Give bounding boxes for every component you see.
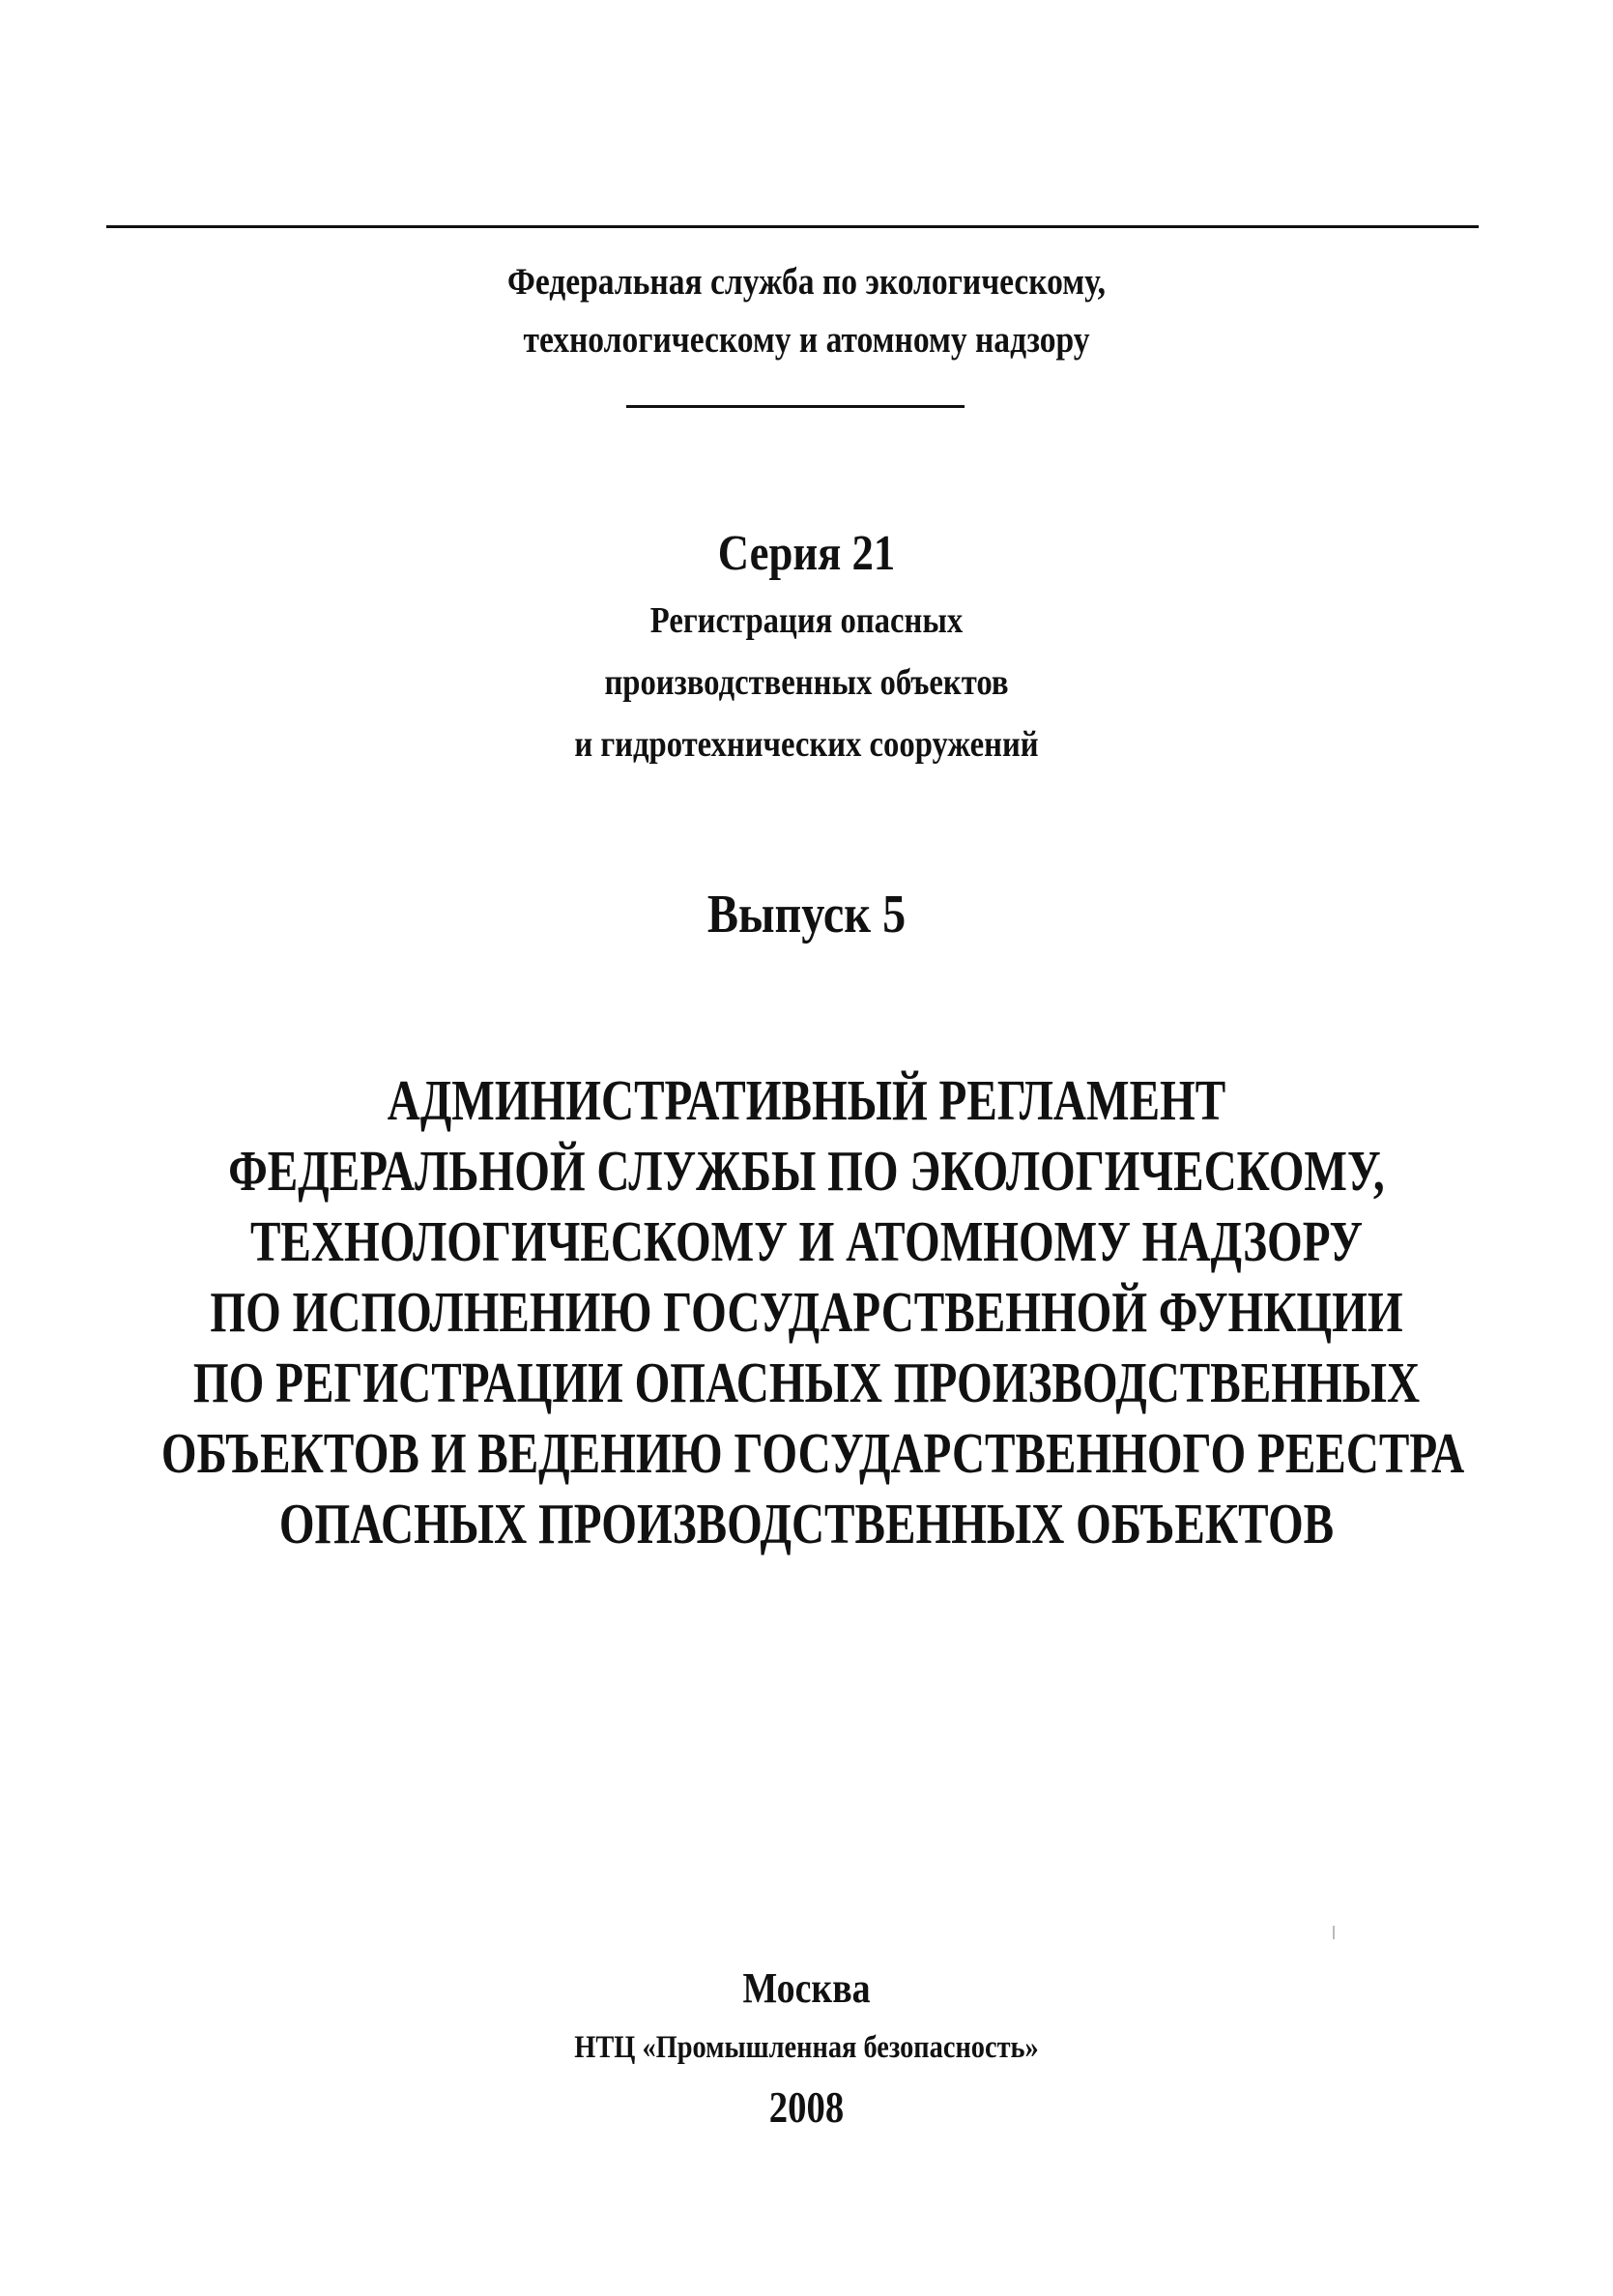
agency-name-line-1: Федеральная служба по экологическому,	[507, 261, 1106, 303]
series-subtitle-line-1: Регистрация опасных	[649, 600, 964, 641]
publication-year: 2008	[768, 2083, 845, 2132]
document-title-line-4: ПО ИСПОЛНЕНИЮ ГОСУДАРСТВЕННОЙ ФУНКЦИИ	[210, 1280, 1403, 1344]
agency-name-line-2: технологическому и атомному надзору	[523, 319, 1090, 361]
imprint-year	[113, 2077, 1500, 2138]
top-rule	[106, 225, 1479, 228]
publisher-name: НТЦ «Промышленная безопасность»	[574, 2030, 1039, 2065]
agency-name	[113, 253, 1500, 369]
series-subtitle-line-2: производственных объектов	[604, 662, 1009, 703]
scan-speck	[1333, 1926, 1335, 1939]
document-title-line-1: АДМИНИСТРАТИВНЫЙ РЕГЛАМЕНТ	[387, 1068, 1226, 1132]
document-title-line-3: ТЕХНОЛОГИЧЕСКОМУ И АТОМНОМУ НАДЗОРУ	[249, 1209, 1364, 1273]
document-title-line-6: ОБЪЕКТОВ И ВЕДЕНИЮ ГОСУДАРСТВЕННОГО РЕЕСТРА	[160, 1421, 1465, 1485]
issue-number: Выпуск 5	[706, 885, 907, 945]
series-subtitle	[113, 590, 1500, 775]
imprint-city	[113, 1958, 1500, 2020]
imprint-publisher	[113, 2021, 1500, 2074]
series-title	[113, 520, 1500, 588]
series-subtitle-line-3: и гидротехнических сооружений	[574, 724, 1039, 765]
divider-rule	[626, 405, 965, 408]
document-title-line-7: ОПАСНЫХ ПРОИЗВОДСТВЕННЫХ ОБЪЕКТОВ	[278, 1492, 1335, 1555]
document-title-line-5: ПО РЕГИСТРАЦИИ ОПАСНЫХ ПРОИЗВОДСТВЕННЫХ	[192, 1351, 1421, 1414]
document-title-line-2: ФЕДЕРАЛЬНОЙ СЛУЖБЫ ПО ЭКОЛОГИЧЕСКОМУ,	[228, 1139, 1385, 1203]
city-name: Москва	[742, 1964, 871, 2012]
series-number: Серия 21	[717, 526, 896, 581]
issue-label	[113, 876, 1500, 953]
document-title	[160, 1065, 1465, 1559]
